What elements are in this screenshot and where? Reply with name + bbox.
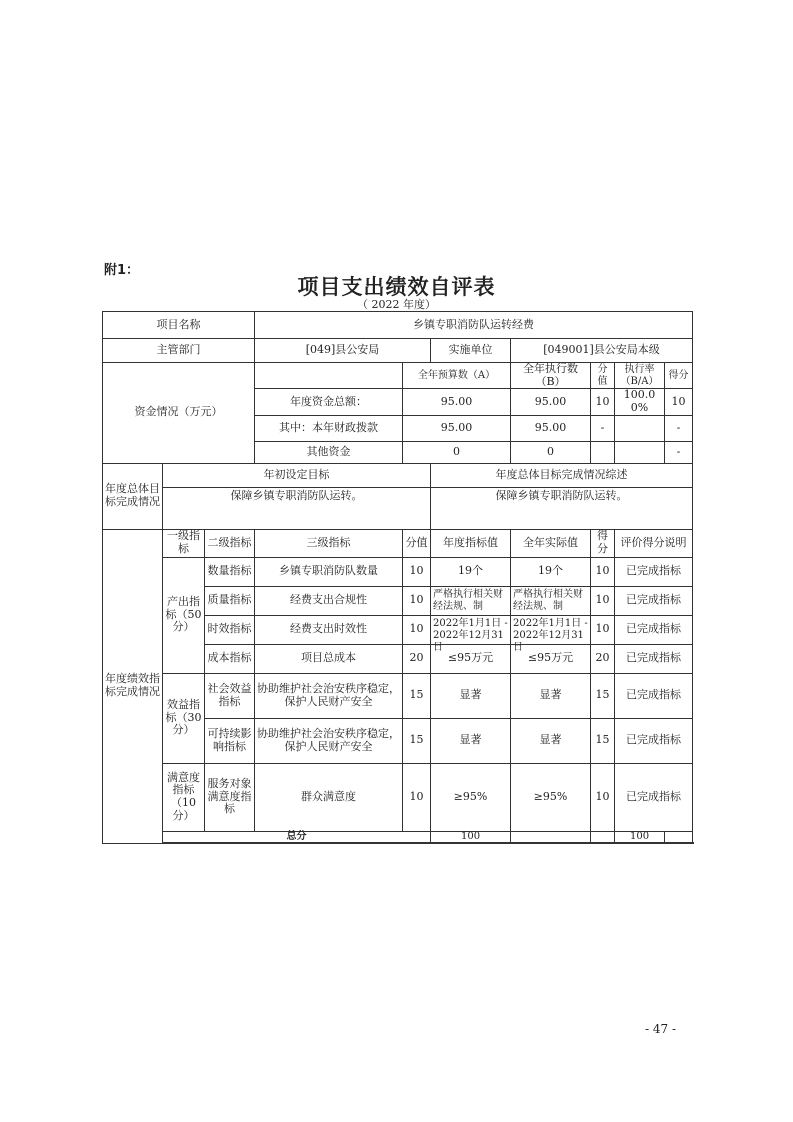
col-budget: 全年预算数（A） xyxy=(403,363,511,389)
total-score: 100 xyxy=(615,831,665,843)
ind-l3: 群众满意度 xyxy=(255,763,403,831)
ind-header: 年度指标值 xyxy=(431,529,511,557)
ind-actual: ≤95万元 xyxy=(511,644,591,673)
total-empty xyxy=(591,831,615,843)
year-line: （ 2022 年度） xyxy=(357,298,436,311)
total-value: 100 xyxy=(431,831,511,843)
goal-label: 年度总体目标完成情况 xyxy=(103,463,163,529)
col-score-value: 分值 xyxy=(591,363,615,389)
ind-score: 10 xyxy=(591,763,615,831)
fund-row-rate: 100.00% xyxy=(615,389,665,415)
ind-note: 已完成指标 xyxy=(615,673,693,718)
ind-value: 10 xyxy=(403,557,431,586)
ind-note: 已完成指标 xyxy=(615,557,693,586)
ind-actual: 2022年1月1日 - 2022年12月31日 xyxy=(513,617,588,653)
ind-value: 20 xyxy=(403,644,431,673)
ind-note: 已完成指标 xyxy=(615,615,693,644)
ind-header: 分值 xyxy=(403,529,431,557)
ind-note: 已完成指标 xyxy=(615,718,693,763)
fund-row-value: 10 xyxy=(591,389,615,415)
fund-row-value xyxy=(591,441,615,463)
col-exec: 全年执行数（B） xyxy=(511,363,591,389)
fund-row-budget: 0 xyxy=(403,441,511,463)
ind-l3: 协助维护社会治安秩序稳定，保护人民财产安全 xyxy=(255,673,403,718)
ind-value: 10 xyxy=(403,615,431,644)
fund-row-score: - xyxy=(665,441,693,463)
total-empty xyxy=(511,831,591,843)
ind-actual: 显著 xyxy=(511,718,591,763)
ind-note: 已完成指标 xyxy=(615,644,693,673)
ind-l2: 数量指标 xyxy=(205,557,255,586)
unit-label: 实施单位 xyxy=(431,339,511,363)
ind-target: ≥95% xyxy=(431,763,511,831)
dept-value: [049]县公安局 xyxy=(255,339,431,363)
dept-label: 主管部门 xyxy=(103,339,255,363)
goal-set-text: 保障乡镇专职消防队运转。 xyxy=(163,487,431,529)
ind-l2: 可持续影响指标 xyxy=(205,718,255,763)
page-number: - 47 - xyxy=(645,1022,677,1036)
ind-value: 10 xyxy=(403,763,431,831)
funds-corner xyxy=(255,363,403,389)
fund-row-name: 年度资金总额： xyxy=(255,389,403,415)
funds-label: 资金情况（万元） xyxy=(103,363,255,464)
ind-score: 15 xyxy=(591,673,615,718)
ind-target: 显著 xyxy=(431,673,511,718)
col-score: 得分 xyxy=(665,363,693,389)
ind-value: 15 xyxy=(403,673,431,718)
ind-l2: 服务对象满意度指标 xyxy=(205,763,255,831)
ind-score: 10 xyxy=(591,557,615,586)
fund-row-score: - xyxy=(665,415,693,441)
total-label: 总分 xyxy=(163,831,431,843)
fund-row-rate xyxy=(615,415,665,441)
ind-l2: 时效指标 xyxy=(205,615,255,644)
attachment-label: 附1： xyxy=(104,263,140,278)
fund-row-rate xyxy=(615,441,665,463)
goal-col-set: 年初设定目标 xyxy=(163,463,431,487)
fund-row-score: 10 xyxy=(665,389,693,415)
project-name-value: 乡镇专职消防队运转经费 xyxy=(255,312,693,339)
fund-row-exec: 95.00 xyxy=(511,389,591,415)
ind-target: 严格执行相关财经法规、制 xyxy=(433,588,504,612)
ind-note: 已完成指标 xyxy=(615,586,693,615)
ind-header: 二级指标 xyxy=(205,529,255,557)
ind-l2: 社会效益指标 xyxy=(205,673,255,718)
ind-score: 20 xyxy=(591,644,615,673)
fund-row-budget: 95.00 xyxy=(403,415,511,441)
ind-score: 10 xyxy=(591,615,615,644)
ind-header: 全年实际值 xyxy=(511,529,591,557)
fund-row-budget: 95.00 xyxy=(403,389,511,415)
total-empty xyxy=(665,831,693,843)
ind-score: 15 xyxy=(591,718,615,763)
ind-target: 19个 xyxy=(431,557,511,586)
ind-value: 10 xyxy=(403,586,431,615)
fund-row-exec: 0 xyxy=(511,441,591,463)
group-output: 产出指标（50分） xyxy=(163,557,205,673)
indicators-label: 年度绩效指标完成情况 xyxy=(103,529,163,843)
ind-header: 一级指标 xyxy=(163,529,205,557)
ind-l3: 经费支出合规性 xyxy=(255,586,403,615)
goal-col-summary: 年度总体目标完成情况综述 xyxy=(431,463,693,487)
ind-l3: 项目总成本 xyxy=(255,644,403,673)
ind-header: 评价得分说明 xyxy=(615,529,693,557)
ind-target: 显著 xyxy=(431,718,511,763)
ind-actual: 19个 xyxy=(511,557,591,586)
ind-l2: 成本指标 xyxy=(205,644,255,673)
goal-summary-text: 保障乡镇专职消防队运转。 xyxy=(431,487,693,529)
project-name-label: 项目名称 xyxy=(103,312,255,339)
unit-value: [049001]县公安局本级 xyxy=(511,339,693,363)
ind-header: 得分 xyxy=(591,529,615,557)
ind-score: 10 xyxy=(591,586,615,615)
group-benefit: 效益指标（30分） xyxy=(163,673,205,763)
ind-actual: 显著 xyxy=(511,673,591,718)
ind-l2: 质量指标 xyxy=(205,586,255,615)
fund-row-name: 其他资金 xyxy=(255,441,403,463)
col-rate: 执行率（B/A） xyxy=(615,363,665,389)
ind-header: 三级指标 xyxy=(255,529,403,557)
ind-l3: 乡镇专职消防队数量 xyxy=(255,557,403,586)
page-title: 项目支出绩效自评表 xyxy=(297,275,496,299)
ind-target: ≤95万元 xyxy=(431,644,511,673)
group-satisfaction: 满意度指标（10分） xyxy=(163,763,205,831)
ind-l3: 协助维护社会治安秩序稳定，保护人民财产安全 xyxy=(255,718,403,763)
ind-l3: 经费支出时效性 xyxy=(255,615,403,644)
ind-actual: 严格执行相关财经法规、制 xyxy=(513,588,584,612)
fund-row-name: 其中：本年财政拨款 xyxy=(255,415,403,441)
self-evaluation-table xyxy=(102,311,693,844)
fund-row-value: - xyxy=(591,415,615,441)
ind-value: 15 xyxy=(403,718,431,763)
ind-target: 2022年1月1日 - 2022年12月31日 xyxy=(433,617,508,653)
ind-note: 已完成指标 xyxy=(615,763,693,831)
ind-actual: ≥95% xyxy=(511,763,591,831)
fund-row-exec: 95.00 xyxy=(511,415,591,441)
